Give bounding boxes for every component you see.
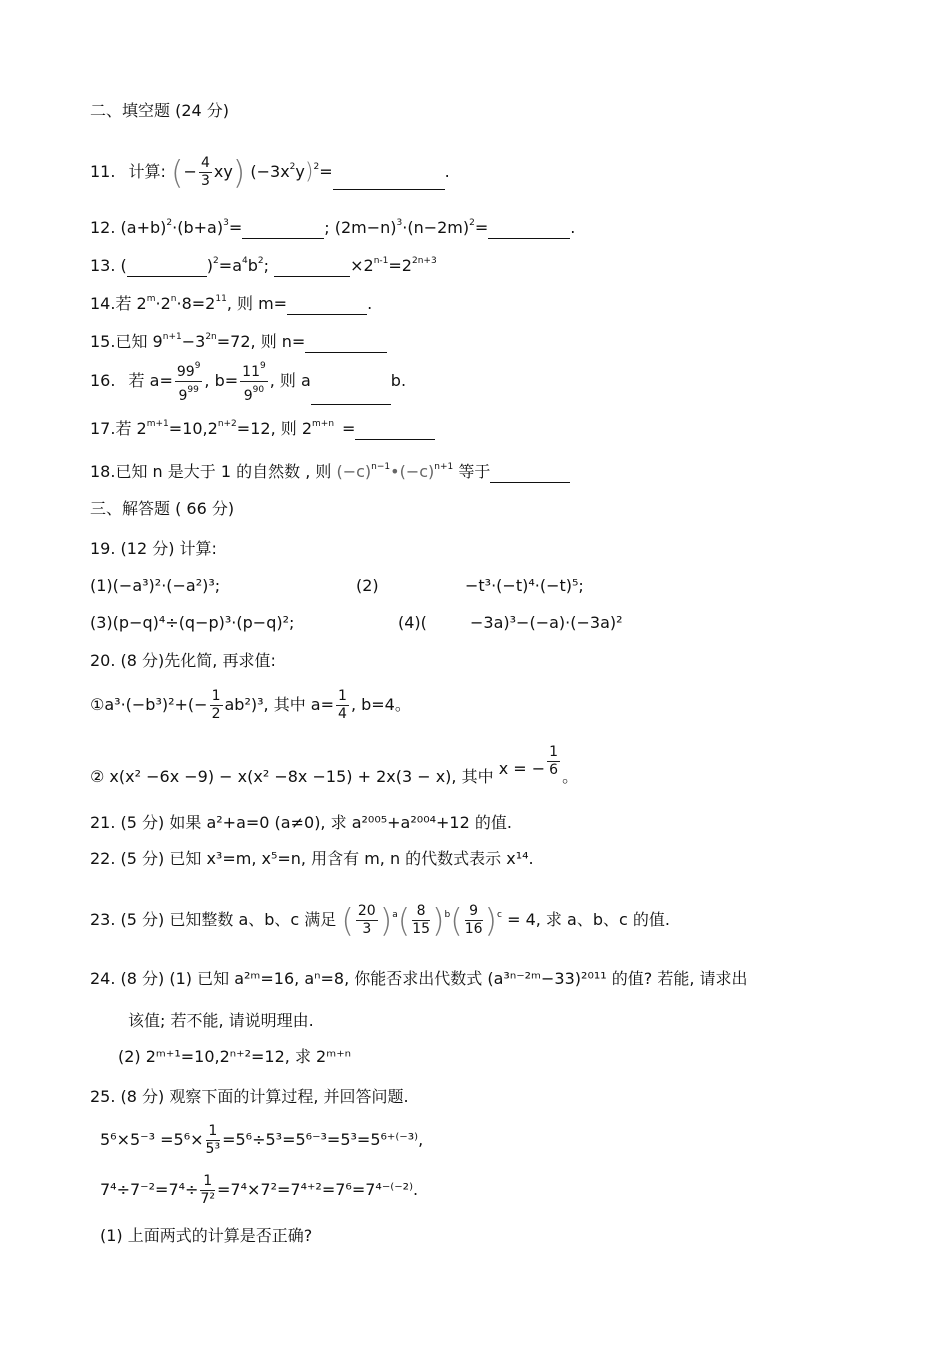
q12-part-e: ·(n−2m) <box>402 218 470 237</box>
q15-number: 15. <box>90 332 116 351</box>
q14-part-b: ·2 <box>155 294 171 313</box>
q25-c2-b: =7⁴×7²=7⁴⁺²=7⁶=7⁴⁻⁽⁻²⁾. <box>216 1180 419 1199</box>
q25-c1-a: 5⁶×5⁻³ =5⁶× <box>100 1130 204 1149</box>
section-heading-fill-blank: 二、填空题 (24 分) <box>90 101 230 120</box>
q18-part-a: 已知 n 是大于 1 的自然数 , 则 <box>115 462 332 481</box>
q11-equals: = <box>319 162 333 181</box>
q17-part-a: 若 2 <box>115 419 147 438</box>
q23-sup-b: b <box>444 910 451 920</box>
q20-e1-c: , b=4。 <box>350 695 411 714</box>
q12-equals-2: = <box>474 218 489 237</box>
q13-open: ( <box>120 256 127 275</box>
q20-e2-a: ② x(x² −6x −9) − x(x² −8x −15) + 2x(3 − x), 其中 <box>90 767 494 786</box>
q11-number: 11. <box>90 162 116 181</box>
q25-c2-fraction: $\frac{1}{\text{7²}}$ <box>200 1173 215 1207</box>
q20-e1-b: ab²)³, 其中 a= <box>224 695 335 714</box>
q23-fraction-1: $\frac{20}{3}$ <box>357 903 376 937</box>
question-18 <box>90 456 570 483</box>
q25-calc-1 <box>100 1120 423 1160</box>
q12-blank-1[interactable] <box>242 222 324 239</box>
q24-line-3: (2) 2ᵐ⁺¹=10,2ⁿ⁺²=12, 求 2ᵐ⁺ⁿ <box>118 1047 352 1066</box>
q20-e1-fraction-2: $\frac{1}{4}$ <box>338 688 347 722</box>
q20-expression-1 <box>90 685 411 725</box>
q13-blank-2[interactable] <box>274 260 350 277</box>
q11-label: 计算: <box>128 162 166 181</box>
q23-sup-c: c <box>497 910 502 920</box>
q13-number: 13. <box>90 256 116 275</box>
q14-part-d: , 则 m= <box>226 294 288 313</box>
q15-part-a: 已知 9 <box>115 332 163 351</box>
q16-fraction-b: $\frac{11^9}{9^{90}}$ <box>240 358 268 405</box>
q11-fraction: $\frac{4}{3}$ <box>200 155 210 189</box>
q14-number: 14. <box>90 294 116 313</box>
q13-times: ×2 <box>350 256 374 275</box>
q20-heading: 20. (8 分)先化简, 再求值: <box>90 651 276 670</box>
q12-part-a: (a+b) <box>120 218 167 237</box>
q13-eq: =2 <box>388 256 412 275</box>
q16-part-c: , 则 a <box>269 371 311 390</box>
q18-part-b: 等于 <box>458 462 491 481</box>
q20-expression-2 <box>90 744 578 797</box>
q12-equals: = <box>228 218 243 237</box>
q11-y: y <box>295 162 305 181</box>
q11-answer-blank[interactable] <box>333 173 445 190</box>
q17-part-d: = <box>342 419 356 438</box>
q23-fraction-2: $\frac{8}{15}$ <box>412 903 431 937</box>
q15-part-b: −3 <box>181 332 206 351</box>
q17-number: 17. <box>90 419 116 438</box>
q19-part-4: −3a)³−(−a)·(−3a)² <box>470 613 623 632</box>
q19-part-3: (3)(p−q)⁴÷(q−p)³·(p−q)²; <box>90 613 295 632</box>
q19-part-1: (1)(−a³)²·(−a²)³; <box>90 576 221 595</box>
q15-part-c: =72, 则 n= <box>216 332 306 351</box>
q23-fraction-3: $\frac{9}{16}$ <box>464 903 483 937</box>
question-15: 15.已知 $9^{n+1}-3^{2n}=72$, 则 n= <box>90 326 387 353</box>
q18-expr-d: n+1 <box>434 462 454 472</box>
q17-blank[interactable] <box>355 423 435 440</box>
question-12: 12. $(a+b)^2\cdot(b+a)^3=$ ; $(2m-n)^3\cdot(n-2m)^2=$ . <box>90 218 576 237</box>
q18-expr-a: (−c) <box>336 462 372 481</box>
q24-line-1: 24. (8 分) (1) 已知 a²ᵐ=16, aⁿ=8, 你能否求出代数式 (a³ⁿ⁻²ᵐ−33)²⁰¹¹ 的值? 若能, 请求出 <box>90 969 748 988</box>
q14-part-a: 若 2 <box>115 294 147 313</box>
q25-c1-fraction: $\frac{1}{\text{5³}}$ <box>205 1123 221 1157</box>
question-22: 22. (5 分) 已知 x³=m, x⁵=n, 用含有 m, n 的代数式表示 x¹⁴. <box>90 849 534 868</box>
question-23: 23. (5 分) 已知整数 a、b、c 满足 ( $\frac{20}{3}$ )$^a$( $\frac{8}{15}$ )$^b$( $\frac{9}{16}$ )$^c$ = 4, 求 a、b、c 的值. <box>90 901 670 940</box>
q25-calc-2 <box>100 1170 418 1210</box>
q12-blank-2[interactable] <box>488 222 570 239</box>
q16-fraction-a: $\frac{99^9}{9^{99}}$ <box>175 358 203 405</box>
q13-eq-a: =a <box>218 256 242 275</box>
q18-expr-c: •(−c) <box>390 462 435 481</box>
q12-number: 12. <box>90 218 116 237</box>
q11-xy: xy <box>213 162 233 181</box>
q23-sup-a: a <box>392 910 398 920</box>
q16-part-a: 若 a= <box>128 371 173 390</box>
q15-blank[interactable] <box>305 336 387 353</box>
q18-number: 18. <box>90 462 116 481</box>
section-heading-solve: 三、解答题 ( 66 分) <box>90 499 235 518</box>
q16-blank[interactable] <box>311 388 391 405</box>
q13-close: ) <box>206 256 214 275</box>
q11-minus: − <box>183 162 197 181</box>
question-17: 17.若 $2^{m+1}=10,2^{n+2}=12$, 则 $2^{m+n}$ = <box>90 413 435 440</box>
q18-blank[interactable] <box>490 466 570 483</box>
q20-e1-a: ①a³·(−b³)²+(− <box>90 695 208 714</box>
q13-sep: ; <box>263 256 275 275</box>
question-14: 14.若 $2^m\cdot 2^n\cdot 8=2^{11}$, 则 m= . <box>90 294 373 313</box>
q11-term: (−3x <box>250 162 290 181</box>
q20-e1-fraction: $\frac{1}{2}$ <box>211 688 221 722</box>
q16-number: 16. <box>90 371 116 390</box>
question-11: 11. 计算: (− $\frac{4}{3}$ xy) $(-3x^2y)^2=$ . <box>90 153 450 192</box>
q20-e2-c: 。 <box>562 767 579 786</box>
q17-part-c: =12, 则 2 <box>236 419 313 438</box>
q16-part-b: , b= <box>204 371 239 390</box>
question-21: 21. (5 分) 如果 a²+a=0 (a≠0), 求 a²⁰⁰⁵+a²⁰⁰⁴+12 的值. <box>90 813 512 832</box>
q19-part-2-label: (2) <box>356 576 379 595</box>
question-16 <box>90 358 406 405</box>
q17-part-b: =10,2 <box>168 419 218 438</box>
q25-heading: 25. (8 分) 观察下面的计算过程, 并回答问题. <box>90 1087 409 1106</box>
q25-c1-b: =5⁶÷5³=5⁶⁻³=5³=5⁶⁺⁽⁻³⁾, <box>222 1130 424 1149</box>
q19-part-4-label: (4)( <box>398 613 427 632</box>
q12-part-d: ; (2m−n) <box>324 218 397 237</box>
q13-blank-1[interactable] <box>127 260 207 277</box>
q12-part-b: ·(b+a) <box>172 218 224 237</box>
q20-e2-fraction: $\frac{1}{6}$ <box>549 744 559 778</box>
question-13: 13. ( )$^2=a^4b^2$; $\times 2^{n-1}=2^{2n+3}$ <box>90 256 437 275</box>
q14-blank[interactable] <box>287 298 367 315</box>
q16-part-d: b. <box>390 371 407 390</box>
q25-subquestion-1: (1) 上面两式的计算是否正确? <box>100 1226 313 1245</box>
q23-part-a: 23. (5 分) 已知整数 a、b、c 满足 <box>90 910 337 929</box>
q20-e2-b: x = − <box>498 759 546 778</box>
q23-part-b: = 4, 求 a、b、c 的值. <box>507 910 670 929</box>
q25-c2-a: 7⁴÷7⁻²=7⁴÷ <box>100 1180 199 1199</box>
q19-part-2: −t³·(−t)⁴·(−t)⁵; <box>465 576 584 595</box>
q18-expr-b: n−1 <box>371 462 391 472</box>
q14-part-c: ·8=2 <box>176 294 216 313</box>
q13-b: b <box>247 256 258 275</box>
q19-heading: 19. (12 分) 计算: <box>90 539 217 558</box>
q24-line-2: 该值; 若不能, 请说明理由. <box>128 1011 314 1030</box>
